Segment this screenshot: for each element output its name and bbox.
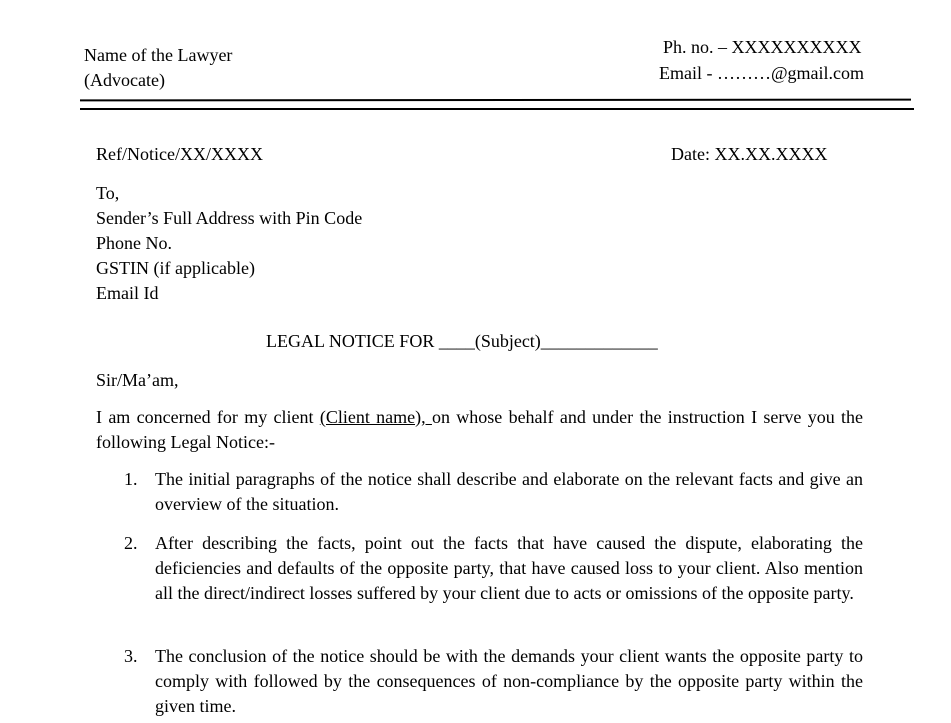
list-item-text: After describing the facts, point out the facts that have caused the dispute, elaborating the deficiencies and defaults of the opposite party, that have caused loss to your client. Also mention all the direct/indirect losses suffered by your client due to acts or omissions of the opposite party. [155, 533, 863, 603]
lawyer-phone: Ph. no. – XXXXXXXXXX [663, 37, 862, 57]
salutation: Sir/Ma’am, [96, 370, 179, 390]
recipient-block [96, 181, 362, 306]
client-name-placeholder: (Client name), [319, 407, 432, 427]
list-item-number: 2. [124, 533, 138, 553]
list-item-number: 1. [124, 469, 138, 489]
list-item-text: The initial paragraphs of the notice shall describe and elaborate on the relevant facts and give an overview of the situation. [155, 469, 863, 514]
notice-date: Date: XX.XX.XXXX [671, 144, 828, 164]
lawyer-email: Email - ………@gmail.com [659, 63, 865, 83]
recipient-to: To, [96, 183, 120, 203]
recipient-gstin: GSTIN (if applicable) [96, 258, 255, 278]
recipient-phone: Phone No. [96, 233, 172, 253]
notice-subject: LEGAL NOTICE FOR ____(Subject)_____________ [266, 331, 658, 351]
intro-after: on whose behalf and under the instruction I serve you the following Legal Notice:- [96, 407, 864, 452]
header-rule-top [80, 99, 911, 102]
lawyer-title: (Advocate) [84, 70, 165, 90]
list-item-number: 3. [124, 646, 138, 666]
header-rule-bottom [80, 108, 914, 110]
lawyer-name: Name of the Lawyer [84, 45, 233, 65]
reference-number: Ref/Notice/XX/XXXX [96, 144, 263, 164]
recipient-address: Sender’s Full Address with Pin Code [96, 208, 363, 228]
list-item-text: The conclusion of the notice should be with the demands your client wants the opposite party to comply with followed by the consequences of non-compliance by the opposite party within the given time. [155, 646, 863, 716]
recipient-email: Email Id [96, 283, 159, 303]
intro-paragraph [96, 405, 863, 455]
intro-before: I am concerned for my client [96, 407, 320, 427]
